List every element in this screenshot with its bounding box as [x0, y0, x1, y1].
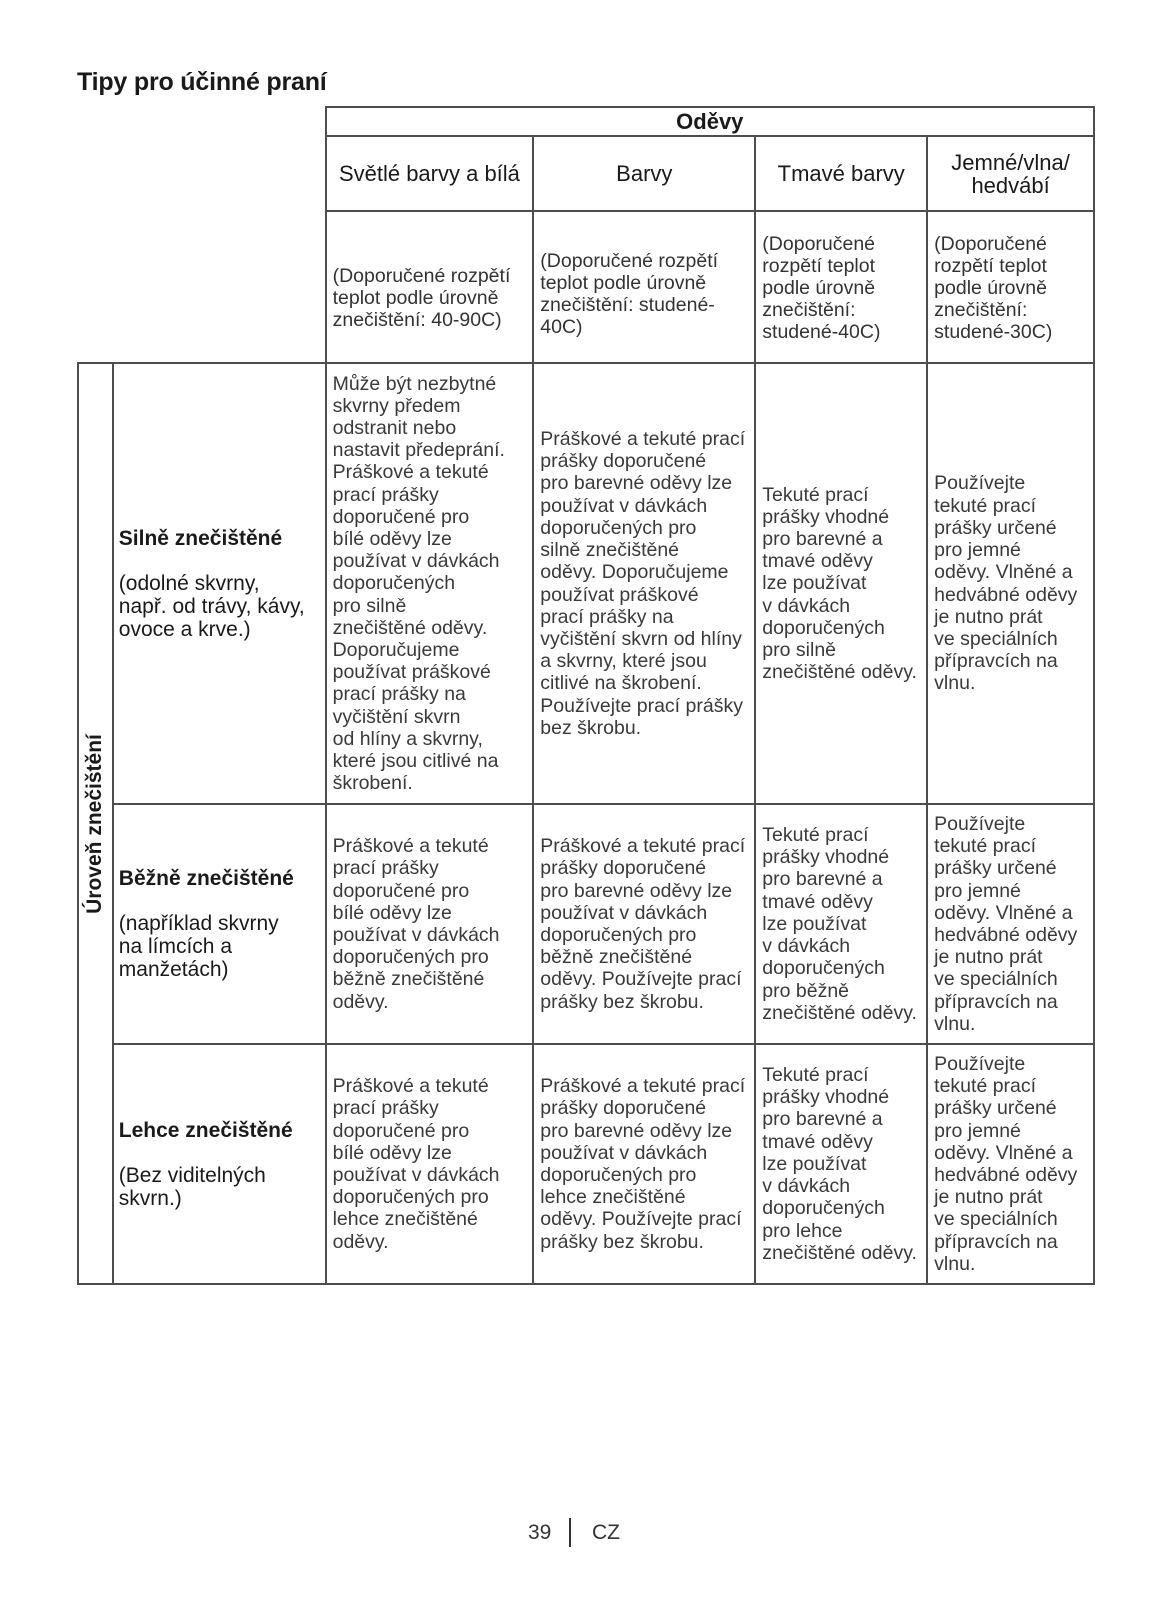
row-group-label: Úroveň znečištění — [83, 733, 107, 914]
tip-normal-dark: Tekuté prací prášky vhodné pro barevné a tmavé oděvy lze používat v dávkách doporučených pro běžně znečištěné oděvy. — [755, 804, 927, 1044]
empty-corner — [78, 136, 326, 211]
soil-level-description: (odolné skvrny, např. od trávy, kávy, ovoce a krve.) — [118, 571, 305, 641]
group-header-garments: Oděvy — [326, 107, 1094, 136]
soil-level-description: (například skvrny na límcích a manžetách) — [118, 912, 279, 981]
temperature-range-dark-colors: (Doporučené rozpětí teplot podle úrovně znečištění: studené-40C) — [755, 211, 927, 363]
tip-normal-light-white: Práškové a tekuté prací prášky doporučené pro bílé oděvy lze používat v dávkách doporučených pro běžně znečištěné oděvy. — [326, 804, 534, 1044]
column-header-dark-colors: Tmavé barvy — [755, 136, 927, 211]
tip-heavy-colors: Práškové a tekuté prací prášky doporučené pro barevné oděvy lze používat v dávkách doporučených pro silně znečištěné oděvy. Doporučujeme používat práškové prací prášky na vyčištění skvrn od hlíny a skvrny, které jsou citlivé na škrobení. Používejte prací prášky bez škrobu. — [533, 363, 755, 804]
soil-level-name: Běžně znečištěné — [118, 867, 294, 890]
language-code: CZ — [592, 1521, 620, 1544]
soil-level-description: (Bez viditelných skvrn.) — [118, 1163, 266, 1210]
empty-corner — [78, 211, 326, 363]
tip-normal-colors: Práškové a tekuté prací prášky doporučené pro barevné oděvy lze používat v dávkách doporučených pro běžně znečištěné oděvy. Používejte prací prášky bez škrobu. — [533, 804, 755, 1044]
temperature-range-colors: (Doporučené rozpětí teplot podle úrovně znečištění: studené- 40C) — [533, 211, 755, 363]
page-title: Tipy pro účinné praní — [77, 68, 327, 96]
empty-corner — [78, 107, 326, 136]
column-header-colors: Barvy — [533, 136, 755, 211]
tip-light-dark: Tekuté prací prášky vhodné pro barevné a tmavé oděvy lze používat v dávkách doporučených pro lehce znečištěné oděvy. — [755, 1044, 927, 1284]
tip-heavy-light-white: Může být nezbytné skvrny předem odstranit nebo nastavit předeprání. Práškové a tekuté prací prášky doporučené pro bílé oděvy lze používat v dávkách doporučených pro silně znečištěné oděvy. Doporučujeme používat práškové prací prášky na vyčištění skvrn od hlíny a skvrny, které jsou citlivé na škrobení. — [326, 363, 534, 804]
temperature-range-light-white: (Doporučené rozpětí teplot podle úrovně znečištění: 40-90C) — [326, 211, 534, 363]
page-number: 39 — [528, 1521, 552, 1544]
column-header-light-white: Světlé barvy a bílá — [326, 136, 534, 211]
row-group-label-cell — [78, 363, 113, 1284]
footer-divider — [569, 1518, 571, 1547]
soil-level-name: Silně znečištěné — [118, 526, 283, 550]
column-header-delicate-wool-silk: Jemné/vlna/ hedvábí — [927, 136, 1094, 211]
tip-light-light-white: Práškové a tekuté prací prášky doporučené pro bílé oděvy lze používat v dávkách doporučených pro lehce znečištěné oděvy. — [326, 1044, 534, 1284]
tip-heavy-delicate: Používejte tekuté prací prášky určené pro jemné oděvy. Vlněné a hedvábné oděvy je nutno prát ve speciálních přípravcích na vlnu. — [927, 363, 1094, 804]
temperature-range-delicate: (Doporučené rozpětí teplot podle úrovně znečištění: studené-30C) — [927, 211, 1094, 363]
soil-level-name: Lehce znečištěné — [118, 1118, 293, 1142]
tip-normal-delicate: Používejte tekuté prací prášky určené pro jemné oděvy. Vlněné a hedvábné oděvy je nutno prát ve speciálních přípravcích na vlnu. — [927, 804, 1094, 1044]
tip-light-delicate: Používejte tekuté prací prášky určené pro jemné oděvy. Vlněné a hedvábné oděvy je nutno prát ve speciálních přípravcích na vlnu. — [927, 1044, 1094, 1284]
tip-light-colors: Práškové a tekuté prací prášky doporučené pro barevné oděvy lze používat v dávkách doporučených pro lehce znečištěné oděvy. Používejte prací prášky bez škrobu. — [533, 1044, 755, 1284]
washing-tips-table — [77, 106, 1095, 1285]
tip-heavy-dark: Tekuté prací prášky vhodné pro barevné a tmavé oděvy lze používat v dávkách doporučených pro silně znečištěné oděvy. — [755, 363, 927, 804]
soil-level-normal — [113, 804, 326, 1044]
soil-level-light — [113, 1044, 326, 1284]
soil-level-heavy — [113, 363, 326, 804]
